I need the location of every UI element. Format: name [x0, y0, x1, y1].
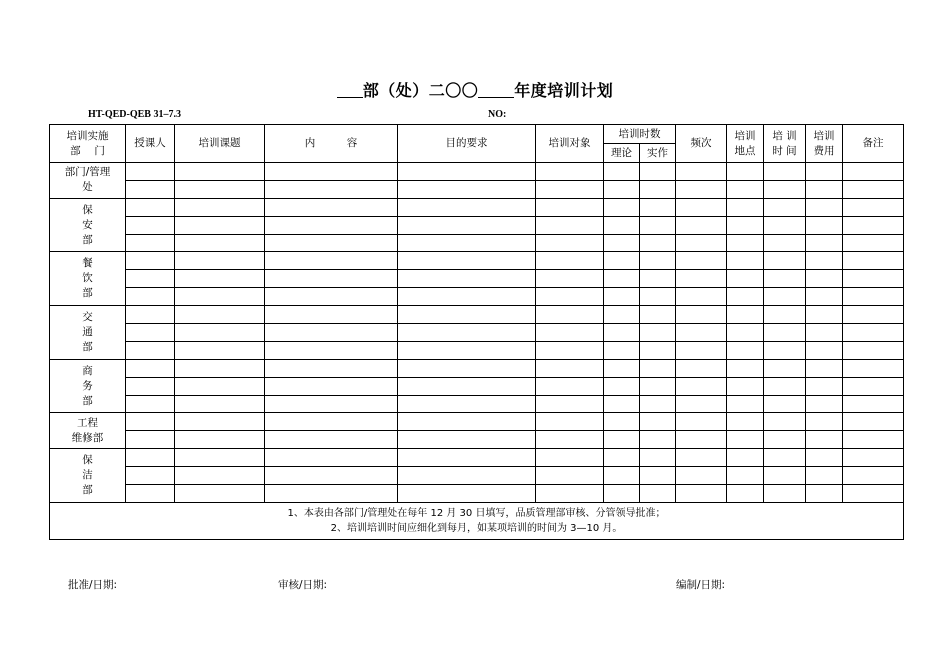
- form-cell[interactable]: [398, 324, 536, 342]
- form-cell[interactable]: [126, 163, 175, 181]
- form-cell[interactable]: [764, 395, 806, 413]
- table-row: [50, 359, 904, 377]
- form-cell[interactable]: [604, 306, 640, 324]
- dept-label: 交 通 部: [82, 310, 93, 353]
- table-row: [50, 163, 904, 181]
- form-cell[interactable]: [676, 306, 727, 324]
- form-cell[interactable]: [536, 198, 604, 216]
- form-cell[interactable]: [126, 467, 175, 485]
- form-cell[interactable]: [175, 163, 265, 181]
- form-cell[interactable]: [175, 467, 265, 485]
- form-cell[interactable]: [175, 306, 265, 324]
- form-cell[interactable]: [640, 431, 676, 449]
- title-blank-year: [478, 83, 514, 98]
- form-cell[interactable]: [843, 377, 904, 395]
- dept-label-cell: [50, 359, 126, 413]
- form-cell[interactable]: [806, 216, 843, 234]
- form-cell[interactable]: [843, 413, 904, 431]
- form-cell[interactable]: [265, 180, 398, 198]
- form-cell[interactable]: [398, 395, 536, 413]
- form-cell[interactable]: [676, 163, 727, 181]
- form-cell[interactable]: [806, 341, 843, 359]
- form-cell[interactable]: [175, 324, 265, 342]
- form-cell[interactable]: [126, 180, 175, 198]
- form-cell[interactable]: [536, 216, 604, 234]
- form-cell[interactable]: [175, 485, 265, 503]
- form-cell[interactable]: [536, 270, 604, 288]
- form-cell[interactable]: [398, 431, 536, 449]
- form-cell[interactable]: [126, 413, 175, 431]
- form-cell[interactable]: [604, 359, 640, 377]
- form-cell[interactable]: [806, 324, 843, 342]
- form-cell[interactable]: [727, 431, 764, 449]
- document-title: [0, 78, 950, 101]
- form-cell[interactable]: [604, 180, 640, 198]
- form-cell[interactable]: [843, 395, 904, 413]
- form-cell[interactable]: [398, 467, 536, 485]
- form-cell[interactable]: [398, 413, 536, 431]
- form-cell[interactable]: [806, 270, 843, 288]
- form-cell[interactable]: [806, 198, 843, 216]
- header-practice: 实作: [640, 144, 676, 163]
- form-cell[interactable]: [727, 306, 764, 324]
- form-cell[interactable]: [640, 163, 676, 181]
- form-cell[interactable]: [536, 449, 604, 467]
- form-cell[interactable]: [764, 485, 806, 503]
- notes-cell: [50, 502, 904, 539]
- form-cell[interactable]: [676, 270, 727, 288]
- form-cell[interactable]: [536, 413, 604, 431]
- form-cell[interactable]: [727, 377, 764, 395]
- form-cell[interactable]: [398, 180, 536, 198]
- form-cell[interactable]: [175, 341, 265, 359]
- form-cell[interactable]: [126, 324, 175, 342]
- table-row: [50, 306, 904, 324]
- form-cell[interactable]: [398, 306, 536, 324]
- form-cell[interactable]: [727, 163, 764, 181]
- form-cell[interactable]: [126, 270, 175, 288]
- form-cell[interactable]: [398, 163, 536, 181]
- form-cell[interactable]: [398, 449, 536, 467]
- dept-label: 保 安 部: [82, 203, 93, 246]
- header-time: 培 训 时 间: [764, 125, 806, 163]
- form-cell[interactable]: [806, 431, 843, 449]
- form-cell[interactable]: [676, 341, 727, 359]
- form-cell[interactable]: [126, 395, 175, 413]
- form-cell[interactable]: [676, 431, 727, 449]
- form-cell[interactable]: [604, 163, 640, 181]
- title-text-part2: 年度培训计划: [514, 81, 614, 100]
- form-cell[interactable]: [398, 485, 536, 503]
- form-cell[interactable]: [536, 377, 604, 395]
- form-cell[interactable]: [806, 288, 843, 306]
- title-blank-department: [337, 83, 363, 98]
- form-cell[interactable]: [175, 377, 265, 395]
- dept-label-cell: [50, 252, 126, 306]
- form-cell[interactable]: [175, 216, 265, 234]
- form-cell[interactable]: [727, 359, 764, 377]
- form-cell[interactable]: [640, 377, 676, 395]
- form-cell[interactable]: [398, 252, 536, 270]
- form-cell[interactable]: [126, 377, 175, 395]
- form-cell[interactable]: [843, 216, 904, 234]
- table-row: [50, 234, 904, 252]
- form-cell[interactable]: [764, 359, 806, 377]
- form-cell[interactable]: [265, 359, 398, 377]
- form-cell[interactable]: [640, 413, 676, 431]
- form-cell[interactable]: [806, 234, 843, 252]
- form-cell[interactable]: [604, 324, 640, 342]
- form-cell[interactable]: [126, 252, 175, 270]
- form-cell[interactable]: [536, 485, 604, 503]
- form-cell[interactable]: [640, 449, 676, 467]
- form-cell[interactable]: [604, 252, 640, 270]
- table-row: [50, 413, 904, 431]
- form-cell[interactable]: [843, 198, 904, 216]
- training-plan-table: [49, 124, 904, 540]
- form-cell[interactable]: [536, 252, 604, 270]
- form-cell[interactable]: [536, 180, 604, 198]
- dept-label-cell: [50, 163, 126, 199]
- form-cell[interactable]: [126, 216, 175, 234]
- form-cell[interactable]: [604, 216, 640, 234]
- form-cell[interactable]: [265, 377, 398, 395]
- form-cell[interactable]: [764, 180, 806, 198]
- form-cell[interactable]: [764, 431, 806, 449]
- form-cell[interactable]: [536, 288, 604, 306]
- form-cell[interactable]: [536, 359, 604, 377]
- form-cell[interactable]: [764, 467, 806, 485]
- form-cell[interactable]: [727, 198, 764, 216]
- form-cell[interactable]: [843, 252, 904, 270]
- form-cell[interactable]: [398, 234, 536, 252]
- form-cell[interactable]: [536, 395, 604, 413]
- table-row: [50, 485, 904, 503]
- form-cell[interactable]: [640, 216, 676, 234]
- form-cell[interactable]: [806, 163, 843, 181]
- table-row: [50, 180, 904, 198]
- form-cell[interactable]: [265, 288, 398, 306]
- form-cell[interactable]: [536, 467, 604, 485]
- form-cell[interactable]: [126, 198, 175, 216]
- form-cell[interactable]: [265, 449, 398, 467]
- dept-label: 部门/管理 处: [64, 166, 111, 194]
- form-cell[interactable]: [806, 449, 843, 467]
- footer-prepare: 编制/日期:: [676, 579, 726, 591]
- form-cell[interactable]: [126, 449, 175, 467]
- form-cell[interactable]: [536, 324, 604, 342]
- form-cell[interactable]: [676, 485, 727, 503]
- header-hours: 培训时数: [604, 125, 676, 144]
- header-teacher: 授课人: [126, 125, 175, 163]
- form-cell[interactable]: [604, 431, 640, 449]
- form-cell[interactable]: [640, 270, 676, 288]
- form-cell[interactable]: [843, 449, 904, 467]
- form-cell[interactable]: [604, 467, 640, 485]
- form-cell[interactable]: [265, 431, 398, 449]
- form-cell[interactable]: [676, 288, 727, 306]
- form-cell[interactable]: [727, 341, 764, 359]
- form-cell[interactable]: [727, 252, 764, 270]
- form-cell[interactable]: [843, 234, 904, 252]
- form-cell[interactable]: [727, 449, 764, 467]
- form-cell[interactable]: [175, 180, 265, 198]
- form-cell[interactable]: [764, 252, 806, 270]
- header-dept: 培训实施 部 门: [50, 125, 126, 163]
- form-cell[interactable]: [175, 413, 265, 431]
- form-cell[interactable]: [764, 216, 806, 234]
- form-cell[interactable]: [640, 324, 676, 342]
- form-cell[interactable]: [843, 485, 904, 503]
- form-cell[interactable]: [640, 359, 676, 377]
- form-cell[interactable]: [604, 288, 640, 306]
- form-cell[interactable]: [126, 306, 175, 324]
- dept-label-cell: [50, 198, 126, 252]
- dept-label: 餐 饮 部: [82, 257, 93, 300]
- table-row: [50, 270, 904, 288]
- form-cell[interactable]: [764, 234, 806, 252]
- form-cell[interactable]: [806, 395, 843, 413]
- form-cell[interactable]: [676, 252, 727, 270]
- form-cell[interactable]: [843, 467, 904, 485]
- form-cell[interactable]: [640, 252, 676, 270]
- form-cell[interactable]: [806, 467, 843, 485]
- form-cell[interactable]: [604, 341, 640, 359]
- dept-label: 保 洁 部: [82, 454, 93, 497]
- form-cell[interactable]: [126, 288, 175, 306]
- form-cell[interactable]: [398, 270, 536, 288]
- form-cell[interactable]: [398, 198, 536, 216]
- department-rows: [50, 163, 904, 503]
- form-cell[interactable]: [676, 413, 727, 431]
- form-cell[interactable]: [265, 234, 398, 252]
- table-row: [50, 377, 904, 395]
- form-cell[interactable]: [764, 449, 806, 467]
- form-cell[interactable]: [604, 198, 640, 216]
- form-cell[interactable]: [265, 163, 398, 181]
- table-row: [50, 341, 904, 359]
- form-cell[interactable]: [398, 341, 536, 359]
- form-cell[interactable]: [806, 485, 843, 503]
- form-cell[interactable]: [676, 216, 727, 234]
- form-cell[interactable]: [676, 198, 727, 216]
- form-cell[interactable]: [126, 485, 175, 503]
- header-content: 内 容: [265, 125, 398, 163]
- form-cell[interactable]: [727, 180, 764, 198]
- dept-label: 工程 维修部: [71, 416, 104, 444]
- form-cell[interactable]: [806, 252, 843, 270]
- form-cell[interactable]: [175, 431, 265, 449]
- form-cell[interactable]: [265, 252, 398, 270]
- form-cell[interactable]: [536, 234, 604, 252]
- form-cell[interactable]: [843, 306, 904, 324]
- form-cell[interactable]: [398, 359, 536, 377]
- form-cell[interactable]: [843, 288, 904, 306]
- form-cell[interactable]: [843, 341, 904, 359]
- form-cell[interactable]: [764, 270, 806, 288]
- form-cell[interactable]: [604, 413, 640, 431]
- form-cell[interactable]: [764, 341, 806, 359]
- footer-review: 审核/日期:: [278, 579, 328, 591]
- form-cell[interactable]: [604, 234, 640, 252]
- form-cell[interactable]: [265, 270, 398, 288]
- form-cell[interactable]: [727, 413, 764, 431]
- form-cell[interactable]: [764, 377, 806, 395]
- table-row: [50, 431, 904, 449]
- form-cell[interactable]: [126, 234, 175, 252]
- form-cell[interactable]: [265, 467, 398, 485]
- form-cell[interactable]: [175, 359, 265, 377]
- form-cell[interactable]: [806, 413, 843, 431]
- form-cell[interactable]: [640, 341, 676, 359]
- title-text-part1: 部（处）二〇〇: [362, 81, 479, 100]
- table-row: [50, 198, 904, 216]
- table-row: [50, 395, 904, 413]
- form-cell[interactable]: [640, 180, 676, 198]
- form-cell[interactable]: [175, 252, 265, 270]
- form-cell[interactable]: [676, 359, 727, 377]
- form-cell[interactable]: [727, 324, 764, 342]
- form-cell[interactable]: [764, 324, 806, 342]
- serial-number-label: NO:: [488, 109, 507, 120]
- form-cell[interactable]: [676, 377, 727, 395]
- header-remarks: 备注: [843, 125, 904, 163]
- form-cell[interactable]: [640, 467, 676, 485]
- form-cell[interactable]: [265, 216, 398, 234]
- form-cell[interactable]: [536, 163, 604, 181]
- header-cost: 培训 费用: [806, 125, 843, 163]
- form-cell[interactable]: [727, 467, 764, 485]
- form-cell[interactable]: [265, 324, 398, 342]
- form-cell[interactable]: [265, 395, 398, 413]
- table-row: [50, 252, 904, 270]
- table-row: [50, 288, 904, 306]
- form-cell[interactable]: [843, 359, 904, 377]
- form-cell[interactable]: [175, 270, 265, 288]
- form-cell[interactable]: [806, 359, 843, 377]
- form-cell[interactable]: [640, 395, 676, 413]
- form-cell[interactable]: [640, 485, 676, 503]
- form-cell[interactable]: [676, 234, 727, 252]
- footer-approve: 批准/日期:: [68, 579, 118, 591]
- form-cell[interactable]: [640, 234, 676, 252]
- form-cell[interactable]: [806, 377, 843, 395]
- table-row: [50, 324, 904, 342]
- form-cell[interactable]: [640, 198, 676, 216]
- document-number: HT-QED-QEB 31–7.3: [88, 109, 181, 120]
- form-cell[interactable]: [727, 288, 764, 306]
- form-cell[interactable]: [727, 234, 764, 252]
- header-goal: 目的要求: [398, 125, 536, 163]
- dept-label-cell: [50, 306, 126, 360]
- form-cell[interactable]: [126, 359, 175, 377]
- form-cell[interactable]: [604, 395, 640, 413]
- form-cell[interactable]: [676, 467, 727, 485]
- header-location: 培训 地点: [727, 125, 764, 163]
- form-cell[interactable]: [536, 341, 604, 359]
- form-cell[interactable]: [175, 198, 265, 216]
- form-cell[interactable]: [536, 431, 604, 449]
- form-cell[interactable]: [676, 180, 727, 198]
- form-cell[interactable]: [764, 198, 806, 216]
- form-cell[interactable]: [764, 288, 806, 306]
- form-cell[interactable]: [175, 449, 265, 467]
- form-cell[interactable]: [604, 485, 640, 503]
- form-cell[interactable]: [806, 180, 843, 198]
- form-cell[interactable]: [175, 288, 265, 306]
- header-audience: 培训对象: [536, 125, 604, 163]
- dept-label-cell: [50, 449, 126, 503]
- form-cell[interactable]: [536, 306, 604, 324]
- form-cell[interactable]: [265, 306, 398, 324]
- form-cell[interactable]: [727, 216, 764, 234]
- form-cell[interactable]: [604, 449, 640, 467]
- form-cell[interactable]: [676, 324, 727, 342]
- form-cell[interactable]: [843, 180, 904, 198]
- form-cell[interactable]: [265, 198, 398, 216]
- form-cell[interactable]: [843, 431, 904, 449]
- note-line: 2、培训培训时间应细化到每月，如某项培训的时间为 3—10 月。: [330, 522, 623, 534]
- form-cell[interactable]: [727, 485, 764, 503]
- form-cell[interactable]: [676, 449, 727, 467]
- table-row: [50, 449, 904, 467]
- form-cell[interactable]: [640, 288, 676, 306]
- form-cell[interactable]: [126, 431, 175, 449]
- dept-label: 商 务 部: [82, 364, 93, 407]
- form-cell[interactable]: [265, 413, 398, 431]
- form-cell[interactable]: [843, 270, 904, 288]
- form-cell[interactable]: [764, 413, 806, 431]
- note-line: 1、本表由各部门/管理处在每年 12 月 30 日填写，品质管理部审核、分管领导批准；: [287, 507, 666, 519]
- form-cell[interactable]: [398, 288, 536, 306]
- form-cell[interactable]: [126, 341, 175, 359]
- form-cell[interactable]: [843, 163, 904, 181]
- form-cell[interactable]: [727, 270, 764, 288]
- form-cell[interactable]: [265, 485, 398, 503]
- form-cell[interactable]: [265, 341, 398, 359]
- form-cell[interactable]: [398, 377, 536, 395]
- form-cell[interactable]: [604, 270, 640, 288]
- form-cell[interactable]: [764, 306, 806, 324]
- dept-label-cell: [50, 413, 126, 449]
- header-frequency: 频次: [676, 125, 727, 163]
- table-row: [50, 216, 904, 234]
- form-cell[interactable]: [843, 324, 904, 342]
- form-cell[interactable]: [806, 306, 843, 324]
- form-cell[interactable]: [604, 377, 640, 395]
- notes-section: [50, 502, 904, 539]
- form-cell[interactable]: [175, 234, 265, 252]
- header-theory: 理论: [604, 144, 640, 163]
- form-cell[interactable]: [175, 395, 265, 413]
- table-row: [50, 467, 904, 485]
- form-cell[interactable]: [727, 395, 764, 413]
- form-cell[interactable]: [398, 216, 536, 234]
- header-course: 培训课题: [175, 125, 265, 163]
- form-cell[interactable]: [676, 395, 727, 413]
- form-cell[interactable]: [640, 306, 676, 324]
- form-cell[interactable]: [764, 163, 806, 181]
